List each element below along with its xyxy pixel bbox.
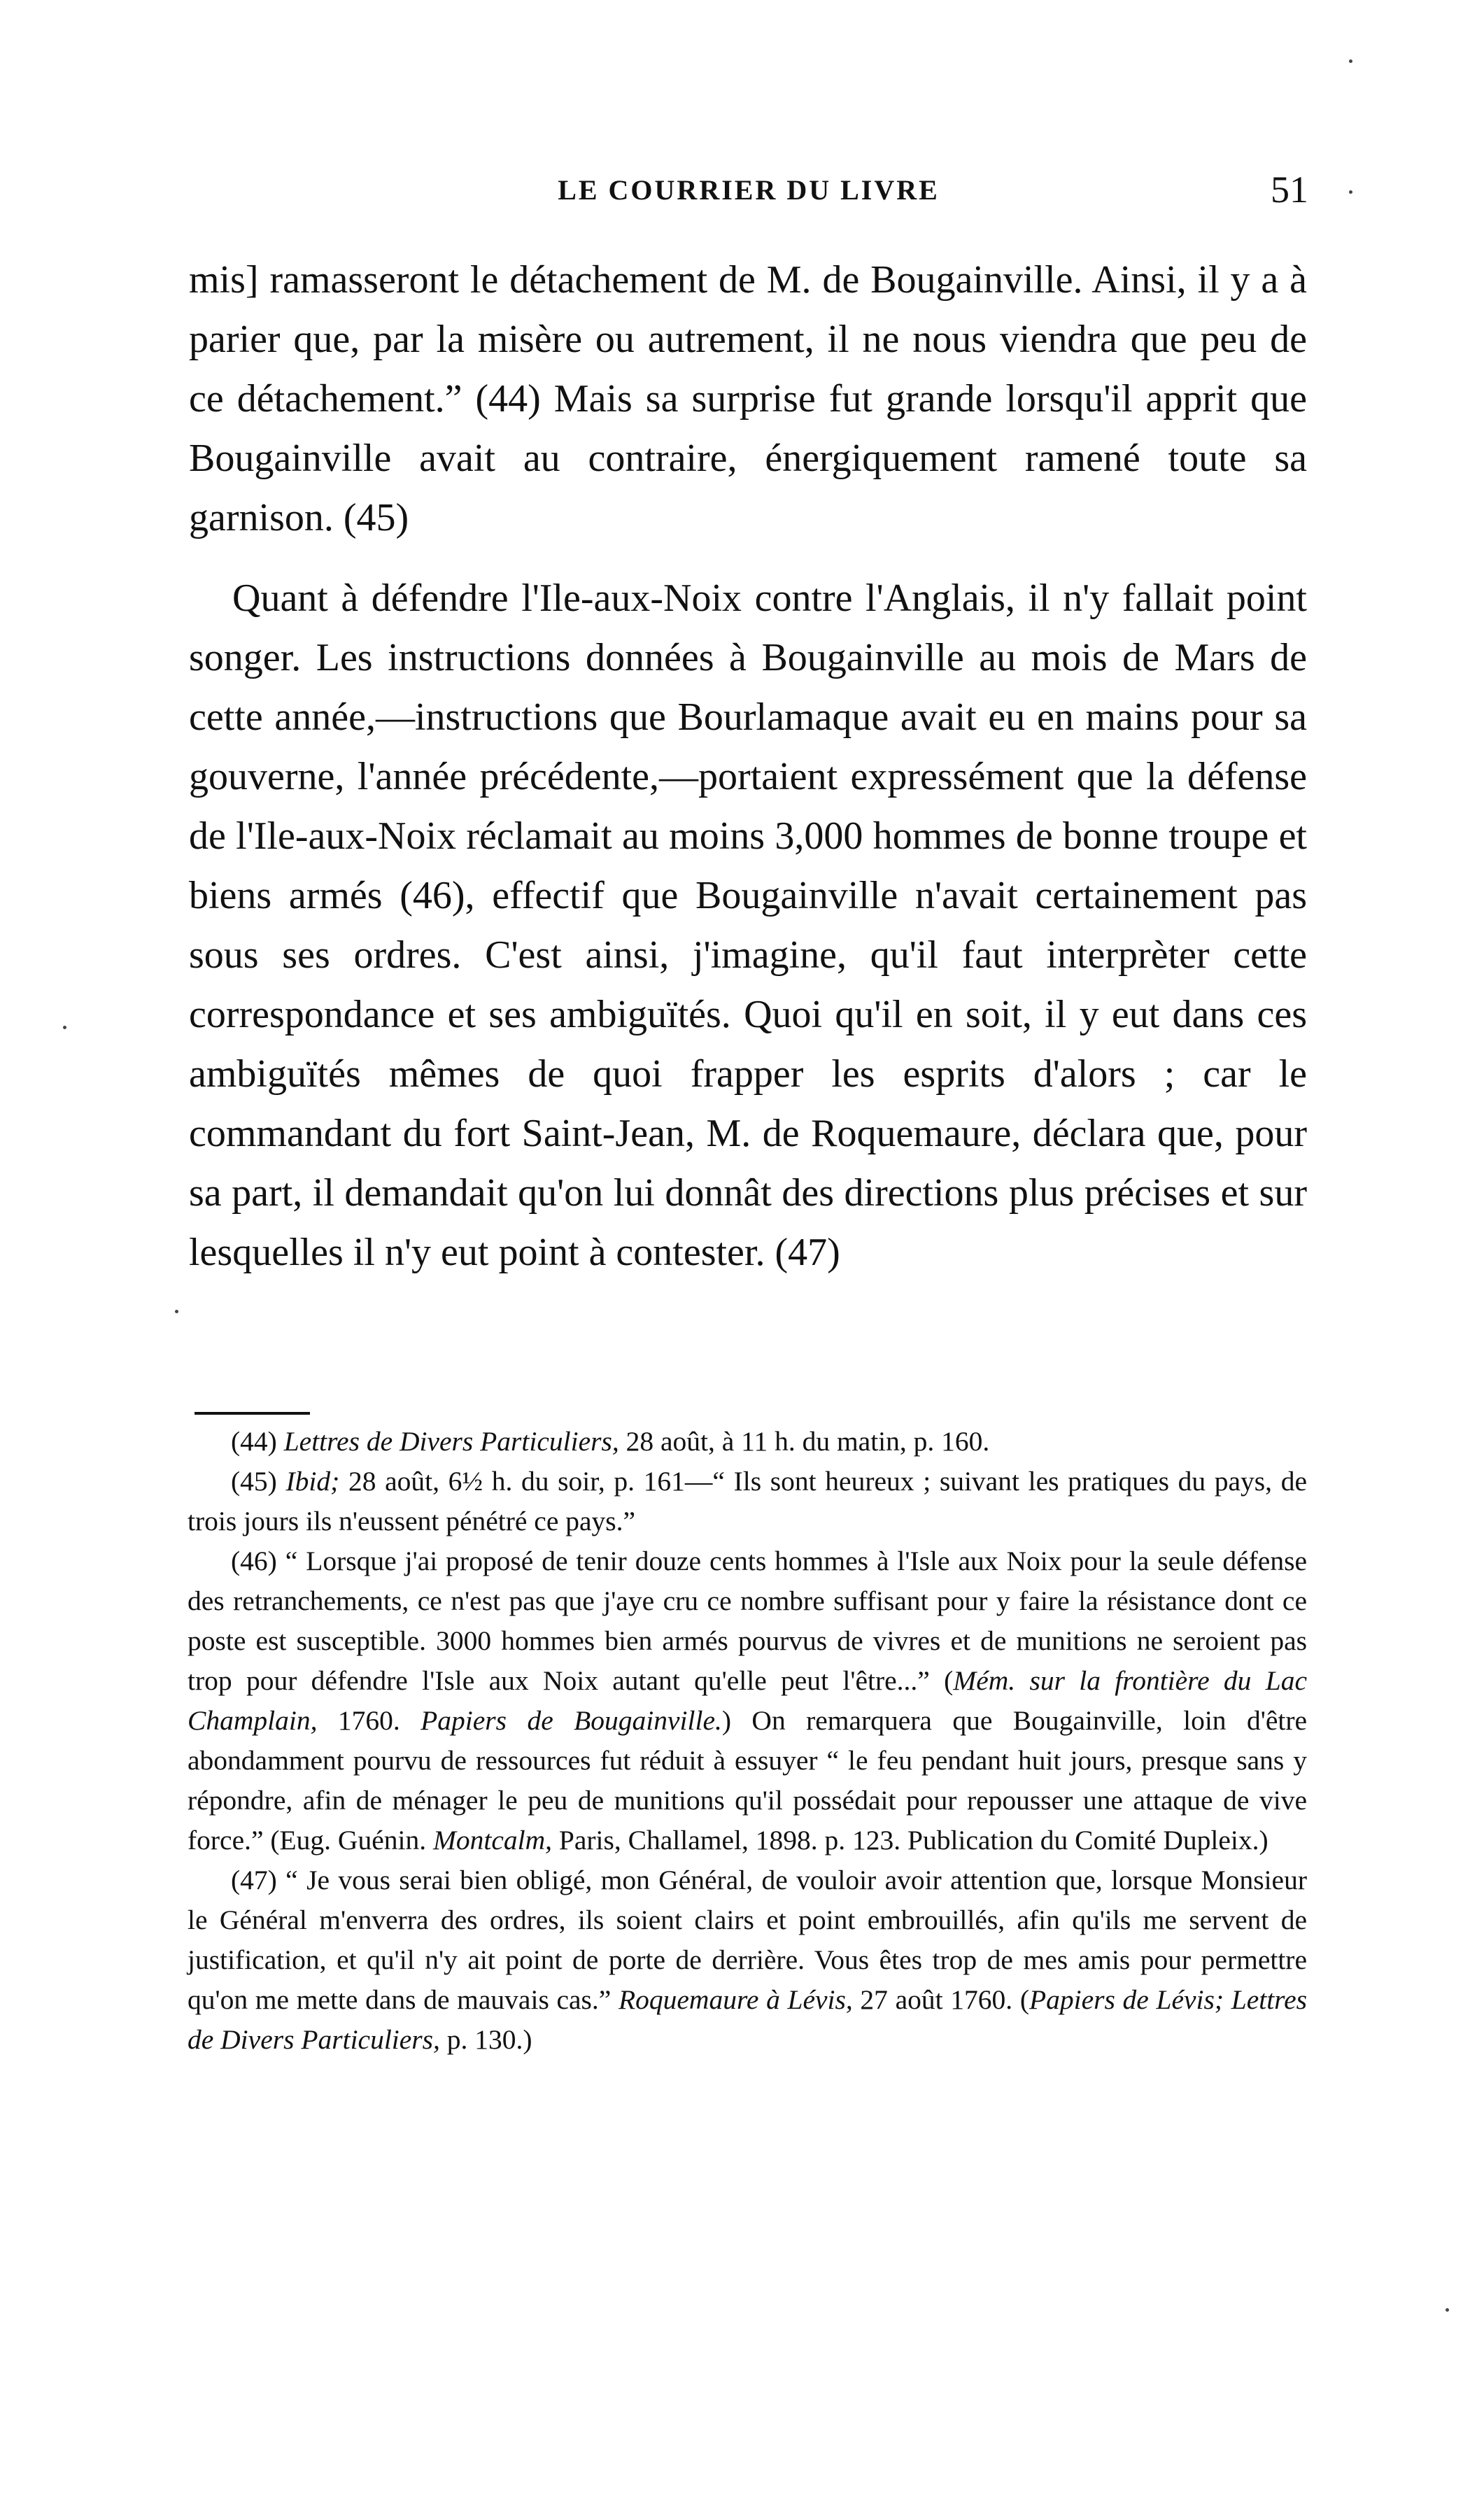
footnote-source: Mém. sur la frontière du Lac Champlain, (188, 1665, 1307, 1736)
footnote-space (1224, 1984, 1231, 2015)
body-text (189, 250, 1307, 1282)
footnote-year: 1760. (317, 1705, 421, 1736)
print-speck (175, 1310, 178, 1313)
footnote-ibid: Ibid; (285, 1466, 340, 1497)
paragraph: mis] ramasseront le détachement de M. de Bougainville. Ainsi, il y a à parier que, par la misère ou autrement, il ne nous viendra que peu de ce détachement.” (44) Mais sa surprise fut grande lorsqu'il apprit que Bougainville avait au contraire, énergiquement ramené toute sa garnison. (45) (189, 258, 1307, 539)
footnote-47 (188, 1860, 1307, 2060)
paragraph: Quant à défendre l'Ile-aux-Noix contre l'Anglais, il n'y fallait point songer. Les instructions données à Bougainville au mois de Mars de cette année,—instructions que Bourlamaque avait eu en mains pour sa gouverne, l'année précédente,—portaient expressément que la défense de l'Ile-aux-Noix réclamait au moins 3,000 hommes de bonne troupe et biens armés (46), effectif que Bougainville n'avait certainement pas sous ses ordres. C'est ainsi, j'imagine, qu'il faut interprèter cette correspondance et ses ambiguïtés. Quoi qu'il en soit, il y eut dans ces ambiguïtés mêmes de quoi frapper les esprits d'alors ; car le commandant du fort Saint-Jean, M. de Roquemaure, déclara que, pour sa part, il demandait qu'on lui donnât des directions plus précises et sur lesquelles il n'y eut point à contester. (47) (189, 577, 1307, 1274)
footnote-rule (195, 1412, 310, 1415)
footnote-46 (188, 1541, 1307, 1860)
footnote-number: (46) (231, 1546, 277, 1576)
footnote-page: p. 130.) (439, 2024, 532, 2055)
footnote-quote: “ Lorsque j'ai proposé de tenir douze cents hommes à l'Isle aux Noix pour la seule défense des retranchements, ce n'est pas que j'aye cru ce nombre suffisant pour y faire la résistance dont ce poste est susceptible. 3000 hommes bien armés pourvus de vivres et de munitions ne seroient pas trop pour défendre l'Isle aux Noix autant qu'elle peut l'être...” ( (188, 1546, 1307, 1696)
footnotes (188, 1422, 1307, 2060)
print-speck (63, 1026, 66, 1029)
footnote-number: (47) (231, 1865, 277, 1895)
page-number: 51 (1271, 169, 1308, 211)
footnote-text: 28 août, 6½ h. du soir, p. 161—“ Ils sont heureux ; suivant les pratiques du pays, de trois jours ils n'eussent pénétré ce pays.” (188, 1466, 1308, 1536)
footnote-publisher: Paris, Challamel, 1898. p. 123. Publication du Comité Dupleix.) (552, 1825, 1269, 1856)
running-head (189, 169, 1308, 222)
footnote-source: Papiers de Lévis; (1029, 1984, 1224, 2015)
footnote-quote: “ Je vous serai bien obligé, mon Général, de vouloir avoir attention que, lorsque Monsieur le Général m'enverra des ordres, ils soient clairs et point embrouillés, afin qu'ils me servent de justification, et qu'il n'y ait point de porte de derrière. Vous êtes trop de mes amis pour permettre qu'on me mette dans de mauvais cas.” (188, 1865, 1307, 2015)
footnote-text: 28 août, à 11 h. du matin, p. 160. (619, 1426, 990, 1457)
footnote-source: Lettres de Divers Particuliers, (283, 1426, 619, 1457)
footnote-text: ) On remarquera que Bougainville, loin d'être abondamment pourvu de ressources fut réduit à essuyer “ le feu pendant huit jours, presque sans y répondre, afin de ménager le peu de munitions qu'il possédait pour repousser une attaque de vive force.” (Eug. Guénin. (188, 1705, 1308, 1856)
footnote-number: (44) (231, 1426, 277, 1457)
print-speck (1349, 59, 1352, 63)
running-title: LE COURRIER DU LIVRE (558, 174, 940, 206)
footnote-number: (45) (231, 1466, 277, 1497)
footnote-source: Lettres de Divers Particuliers, (188, 1984, 1307, 2055)
footnote-author: Roquemaure à Lévis, (619, 1984, 853, 2015)
footnote-source: Papiers de Bougainville. (421, 1705, 722, 1736)
print-speck (1349, 190, 1352, 194)
footnote-date: 27 août 1760. ( (852, 1984, 1029, 2015)
footnote-44 (188, 1422, 1307, 1462)
footnote-source: Montcalm, (432, 1825, 553, 1856)
print-speck (1446, 2308, 1449, 2312)
footnote-45 (188, 1462, 1307, 1541)
